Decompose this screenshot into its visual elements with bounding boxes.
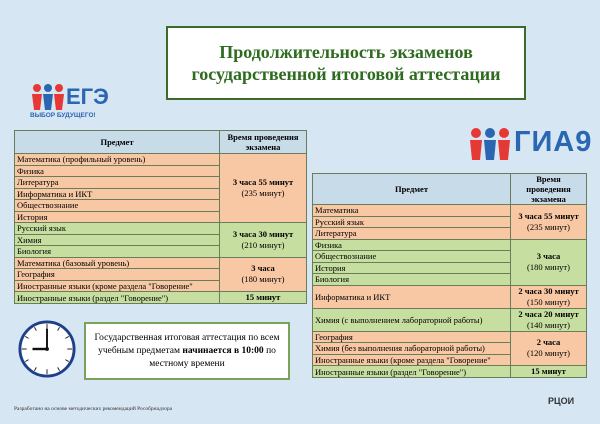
subject-cell: Биология [313,274,511,286]
time-cell [220,292,307,304]
minutes-label: (140 минут) [527,319,570,330]
time-cell [220,257,307,292]
gia-people-icon [468,126,512,162]
table-row [313,308,587,331]
subject-cell: Информатика и ИКТ [15,188,220,200]
time-label: 2 часа 30 минут [518,285,579,296]
start-time-note [84,322,290,380]
table-row [313,239,587,251]
time-label: 3 часа 30 минут [232,228,294,239]
table-row [313,205,587,217]
table-header-row [313,174,587,205]
subject-cell: Математика (профильный уровень) [15,154,220,166]
table-row [15,223,307,235]
note-text-1: Государственная итоговая аттестация по всем учебным предметам [94,332,280,356]
table-row [313,331,587,343]
subject-cell: Химия (без выполнения лабораторной работы) [313,343,511,355]
table-row [15,292,307,304]
table-row [313,285,587,308]
clock-icon [18,320,76,378]
time-label: 15 минут [245,292,281,302]
time-cell [511,205,587,240]
subject-cell: География [313,331,511,343]
rcoi-logo: РЦОИ [548,396,575,406]
subject-cell: Иностранные языки (раздел "Говорение") [313,366,511,378]
subject-cell: Обществознание [15,200,220,212]
time-cell [511,239,587,285]
header-time: Время проведения экзамена [511,174,587,205]
subject-cell: Химия [15,234,220,246]
footer-credit: Разработано на основе методических рекомендаций Рособрнадзора [14,406,173,412]
ege-logo [30,82,120,122]
subject-cell: Физика [313,239,511,251]
time-cell [511,308,587,331]
time-label: 3 часа 55 минут [232,177,294,187]
header-time: Время проведения экзамена [220,131,307,154]
minutes-label: (150 минут) [527,296,570,307]
title-line-1: Продолжительность экзаменов [219,42,473,62]
gia-logo-text: ГИА9 [514,126,593,158]
minutes-label: (235 минут) [527,221,570,232]
time-label: 3 часа 55 минут [518,210,579,221]
title-box [166,26,526,100]
subject-cell: Физика [15,165,220,177]
time-label: 2 часа 20 минут [518,308,579,319]
minutes-label: (180 минут) [241,274,285,285]
time-label: 3 часа [536,251,561,261]
ege-exam-table [14,130,307,304]
header-subject: Предмет [15,131,220,154]
subject-cell: Литература [313,228,511,240]
subject-cell: Русский язык [313,216,511,228]
subject-cell: Иностранные языки (кроме раздела "Говорение" [313,354,511,366]
subject-cell: Математика [313,205,511,217]
ege-logo-slogan: ВЫБОР БУДУЩЕГО! [30,112,96,119]
time-label: 15 минут [531,366,566,376]
table-row [15,154,307,166]
time-label: 3 часа [251,263,275,274]
note-start-time: начинается в 10:00 [182,345,264,356]
gia-table-body [313,205,587,378]
subject-cell: Математика (базовый уровень) [15,257,220,269]
subject-cell: Обществознание [313,251,511,263]
subject-cell: Химия (с выполнением лабораторной работы) [313,308,511,331]
time-cell [511,285,587,308]
subject-cell: География [15,269,220,281]
subject-cell: История [313,262,511,274]
time-cell [220,154,307,223]
subject-cell: Биология [15,246,220,258]
note-text-2: по местному времени [149,345,276,369]
minutes-label: (120 минут) [527,348,570,359]
table-row [15,257,307,269]
subject-cell: Литература [15,177,220,189]
table-row [313,366,587,378]
time-cell [220,223,307,258]
subject-cell: История [15,211,220,223]
subject-cell: Информатика и ИКТ [313,285,511,308]
subject-cell: Иностранные языки (раздел "Говорение") [15,292,220,304]
title-line-2: государственной итоговой аттестации [191,64,501,84]
ege-logo-text: ЕГЭ [66,84,109,109]
time-label: 2 часа [536,337,561,348]
subject-cell: Русский язык [15,223,220,235]
gia-logo [468,126,593,166]
gia-exam-table [312,173,587,378]
minutes-label: (210 минут) [241,239,285,250]
minutes-label: (180 минут) [527,262,570,272]
ege-table-body [15,154,307,304]
subject-cell: Иностранные языки (кроме раздела "Говорение" [15,280,220,292]
time-cell [511,331,587,366]
time-cell [511,366,587,378]
ege-people-icon [30,82,66,112]
table-header-row [15,131,307,154]
header-subject: Предмет [313,174,511,205]
minutes-label: (235 минут) [241,188,285,198]
